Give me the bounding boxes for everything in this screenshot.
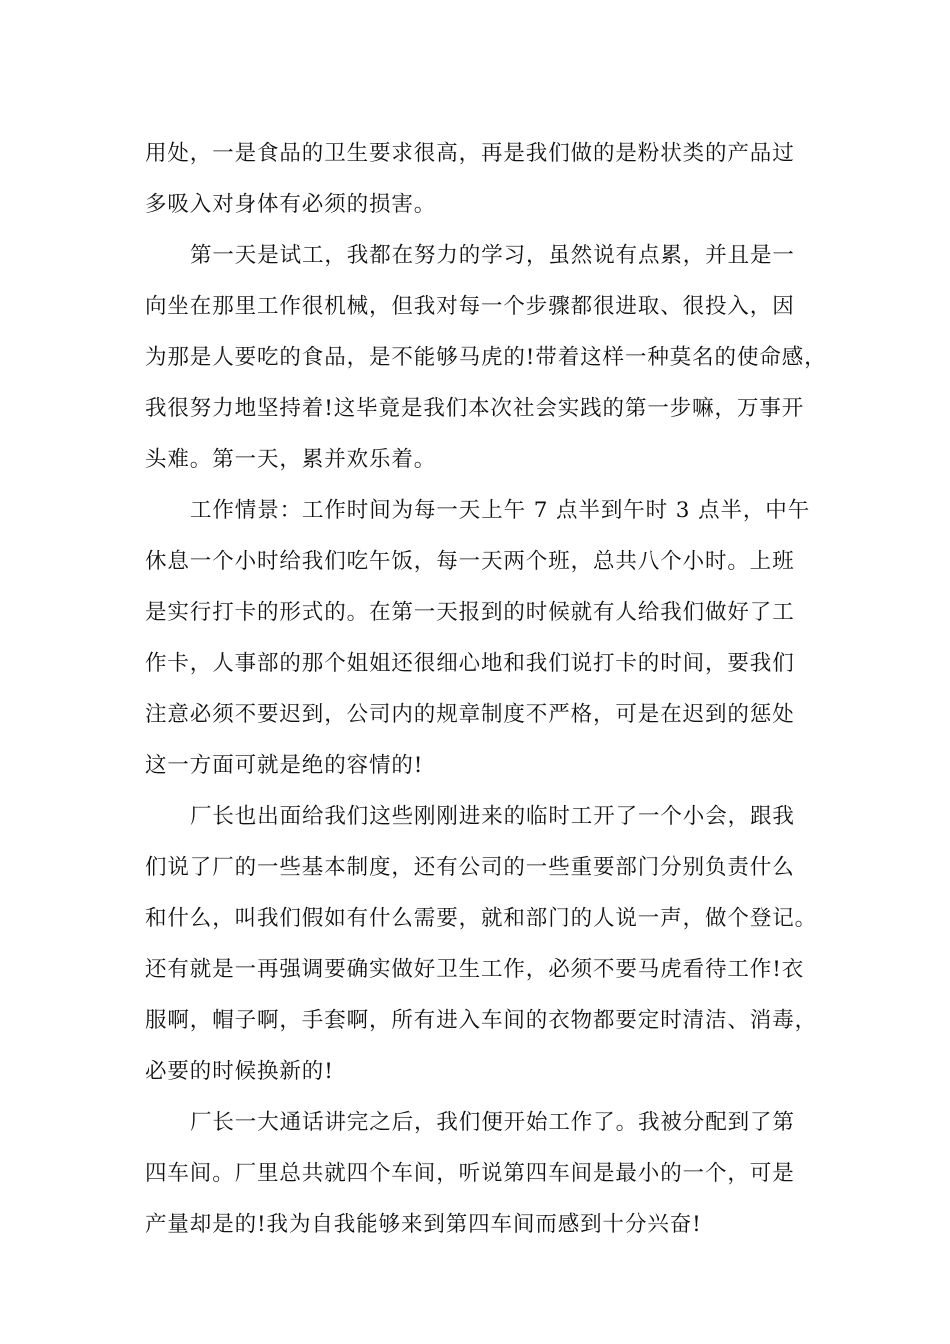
text-line: 多吸入对身体有必须的损害。 bbox=[145, 192, 437, 217]
text-line: 还有就是一再强调要确实做好卫生工作，必须不要马虎看待工作!衣 bbox=[145, 957, 805, 982]
text-line: 向坐在那里工作很机械，但我对每一个步骤都很进取、很投入，因 bbox=[145, 294, 795, 319]
text-line: 厂长也出面给我们这些刚刚进来的临时工开了一个小会，跟我 bbox=[190, 804, 795, 829]
document-body bbox=[145, 128, 827, 1250]
text-line: 厂长一大通话讲完之后，我们便开始工作了。我被分配到了第 bbox=[190, 1110, 795, 1135]
text-line: 为那是人要吃的食品，是不能够马虎的!带着这样一种莫名的使命感， bbox=[145, 345, 827, 370]
text-line: 头难。第一天，累并欢乐着。 bbox=[145, 447, 437, 472]
paragraph-5 bbox=[145, 1097, 815, 1250]
text-line: 产量却是的!我为自我能够来到第四车间而感到十分兴奋! bbox=[145, 1212, 702, 1237]
paragraph-4 bbox=[145, 791, 818, 1097]
text-line: 这一方面可就是绝的容情的! bbox=[145, 753, 424, 778]
text-line: 休息一个小时给我们吃午饭，每一天两个班，总共八个小时。上班 bbox=[145, 549, 795, 574]
paragraph-1 bbox=[145, 128, 815, 230]
text-line: 们说了厂的一些基本制度，还有公司的一些重要部门分别负责什么 bbox=[145, 855, 795, 880]
text-line: 是实行打卡的形式的。在第一天报到的时候就有人给我们做好了工 bbox=[145, 600, 795, 625]
text-line: 和什么，叫我们假如有什么需要，就和部门的人说一声，做个登记。 bbox=[145, 906, 818, 931]
text-line: 注意必须不要迟到，公司内的规章制度不严格，可是在迟到的惩处 bbox=[145, 702, 795, 727]
text-line: 四车间。厂里总共就四个车间，听说第四车间是最小的一个，可是 bbox=[145, 1161, 795, 1186]
text-line: 我很努力地坚持着!这毕竟是我们本次社会实践的第一步嘛，万事开 bbox=[145, 396, 805, 421]
text-line: 服啊，帽子啊，手套啊，所有进入车间的衣物都要定时清洁、消毒， bbox=[145, 1008, 818, 1033]
paragraph-3 bbox=[145, 485, 815, 791]
paragraph-2 bbox=[145, 230, 827, 485]
text-line: 第一天是试工，我都在努力的学习，虽然说有点累，并且是一 bbox=[190, 243, 795, 268]
text-line: 用处，一是食品的卫生要求很高，再是我们做的是粉状类的产品过 bbox=[145, 141, 795, 166]
text-line: 必要的时候换新的! bbox=[145, 1059, 334, 1084]
text-line: 作卡，人事部的那个姐姐还很细心地和我们说打卡的时间，要我们 bbox=[145, 651, 795, 676]
text-line: 工作情景：工作时间为每一天上午 7 点半到午时 3 点半，中午 bbox=[190, 498, 811, 523]
